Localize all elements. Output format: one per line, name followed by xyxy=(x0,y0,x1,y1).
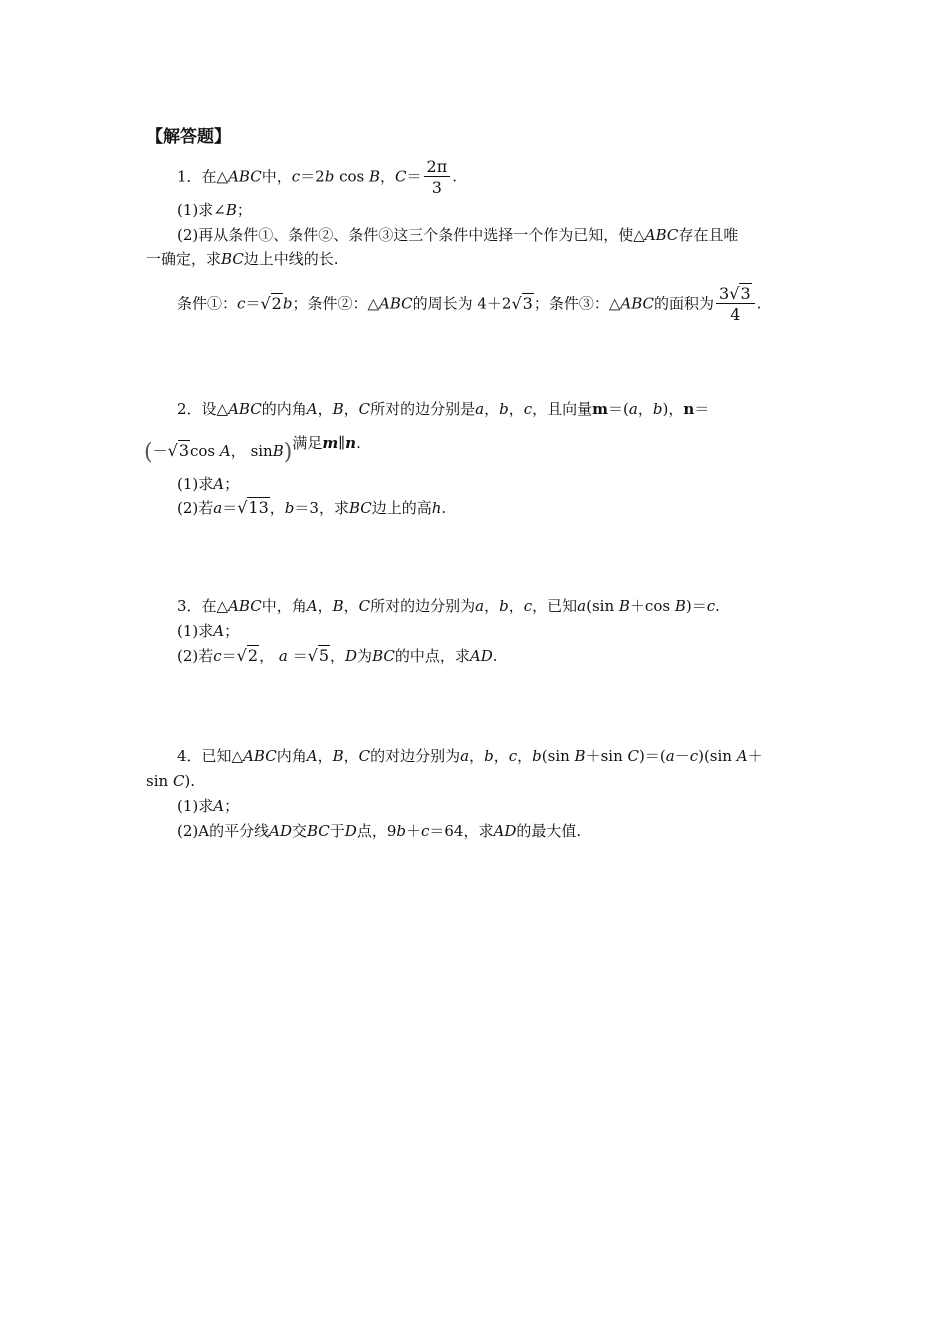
sqrt-symbol: √2 xyxy=(236,646,259,665)
sqrt-symbol: √3 xyxy=(511,293,533,313)
q1-part2-line2: 一确定，求BC边上中线的长. xyxy=(146,250,339,268)
q4-stem-line2: sin C). xyxy=(146,772,196,790)
q2-part1: (1)求A； xyxy=(177,475,240,493)
q2-stem-line2: (－√3cos A， sinB)满足m∥n. xyxy=(144,434,361,465)
q4-part2: (2)A的平分线AD交BC于D点，9b＋c＝64，求AD的最大值. xyxy=(177,822,582,840)
q4-stem-line1: 4．已知△ABC内角A，B，C的对边分别为a，b，c，b(sin B＋sin C)＝(a－c)(sin A＋ xyxy=(177,747,763,765)
q1-conditions: 条件①：c＝√2b；条件②：△ABC的周长为 4＋2√3；条件③：△ABC的面积为 $\frac{3√3}{4}$ . xyxy=(177,284,762,324)
q2-stem-line1: 2．设△ABC的内角A，B，C所对的边分别是a，b，c，且向量m＝(a，b)，n＝ xyxy=(177,400,710,418)
q2-part2: (2)若a＝√13，b＝3，求BC边上的高h. xyxy=(177,496,446,520)
q4-part1: (1)求A； xyxy=(177,797,240,815)
q3-part1: (1)求A； xyxy=(177,622,240,640)
q3-part2: (2)若c＝√2， a ＝√5，D为BC的中点，求AD. xyxy=(177,644,498,668)
sqrt-symbol: √2 xyxy=(260,293,282,313)
q1-part2-line1: (2)再从条件①、条件②、条件③这三个条件中选择一个作为已知，使△ABC存在且唯 xyxy=(177,226,739,244)
q1-area-fraction: $\frac{3√3}{4}$ xyxy=(716,285,755,324)
sqrt-symbol: √13 xyxy=(237,498,269,517)
q1-stem: 1．在△ABC中，c＝2b cos B，C＝ $\frac{2\pi}{3}$ . xyxy=(177,157,457,197)
sqrt-symbol: √5 xyxy=(307,646,329,665)
q1-fraction: $\frac{2\pi}{3}$ xyxy=(424,158,451,197)
sqrt-symbol: √3 xyxy=(167,441,189,460)
q3-stem: 3．在△ABC中，角A，B，C所对的边分别为a，b，c，已知a(sin B＋cos B)＝c. xyxy=(177,597,720,615)
q1-part1: (1)求∠B； xyxy=(177,201,252,219)
section-title: 【解答题】 xyxy=(146,127,231,147)
